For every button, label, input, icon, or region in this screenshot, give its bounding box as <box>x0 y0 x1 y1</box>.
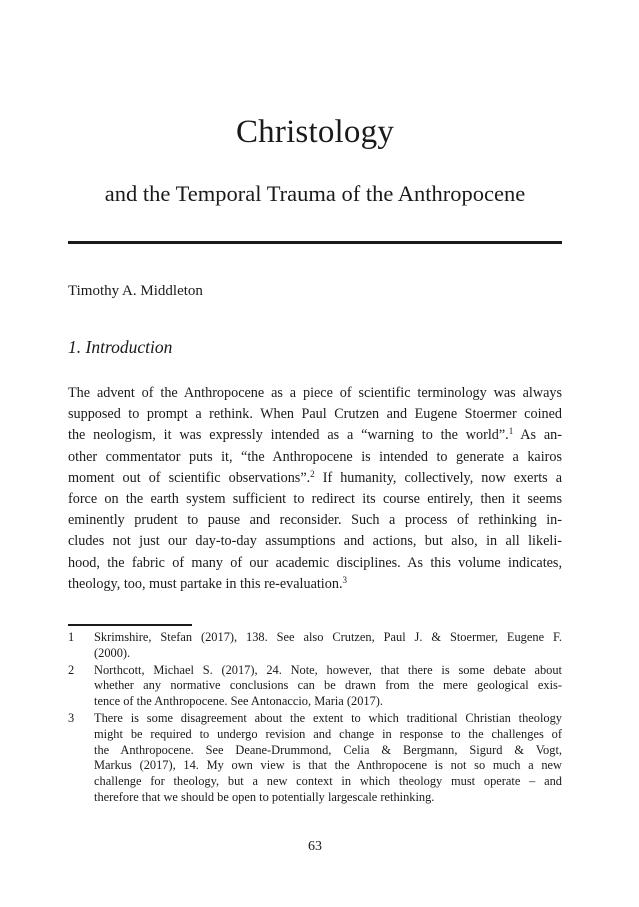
body-line: force on the earth system sufficient to redirect its course entirely, then it seems <box>68 490 562 507</box>
footnote-text: Northcott, Michael S. (2017), 24. Note, however, that there is some debate about whether any normative conclusions can be drawn from the mere geological exis- tence of the Anthropocene. See Antonaccio, Maria (2017). <box>94 662 562 709</box>
footnote-text: There is some disagreement about the extent to which traditional Christian theology might be required to undergo revision and change in response to the challenges of the Anthropocene. See Deane-Drummond, Celia & Bergmann, Sigurd & Vogt, Markus (2017), 14. My own view is that the Anthropocene is not so much a new challenge for theology, but a new context in which theology must operate – and therefore that we should be open to potentially largescale rethinking. <box>94 710 562 804</box>
footnote-reference[interactable]: 3 <box>342 574 347 585</box>
body-line: The advent of the Anthropocene as a piece of scientific terminology was always <box>68 385 562 401</box>
body-line: the neologism, it was expressly intended as a “warning to the world”.$^1$ As an- <box>68 426 562 444</box>
body-line: cludes not just our day-to-day assumptions and actions, but also, in all likeli- <box>68 533 562 550</box>
footnote-separator <box>68 624 192 626</box>
footnote-number: 2 <box>68 662 75 677</box>
body-line: moment out of scientific observations”.$^2$ If humanity, collectively, now exerts a <box>68 468 562 486</box>
body-paragraph <box>68 383 562 595</box>
body-line: supposed to prompt a rethink. When Paul Crutzen and Eugene Stoermer coined <box>68 406 562 423</box>
footnote-text: Skrimshire, Stefan (2017), 138. See also Crutzen, Paul J. & Stoermer, Eugene F. (2000). <box>94 630 562 660</box>
footnote-number: 3 <box>68 710 75 725</box>
chapter-subtitle: and the Temporal Trauma of the Anthropocene <box>104 181 526 206</box>
body-line: hood, the fabric of many of our academic disciplines. As this volume indicates, <box>68 554 562 571</box>
body-line: other commentator puts it, “the Anthropocene is intended to generate a kairos <box>68 448 562 465</box>
page-number: 63 <box>308 839 322 854</box>
author-name: Timothy A. Middleton <box>68 283 203 299</box>
body-line: theology, too, must partake in this re-evaluation.$^3$ <box>68 574 347 592</box>
title-divider <box>68 241 562 244</box>
footnote-number: 1 <box>68 630 75 644</box>
footnote-reference[interactable]: 1 <box>508 426 514 437</box>
footnote-reference[interactable]: 2 <box>310 468 315 479</box>
footnotes <box>68 630 562 807</box>
footnote-item <box>68 630 562 662</box>
footnote-item <box>68 711 562 806</box>
chapter-title: Christology <box>235 114 395 150</box>
section-heading: 1. Introduction <box>68 337 173 357</box>
body-line: eminently prudent to pause and reconsider. Such a process of rethinking in- <box>68 512 562 529</box>
footnote-item <box>68 663 562 710</box>
